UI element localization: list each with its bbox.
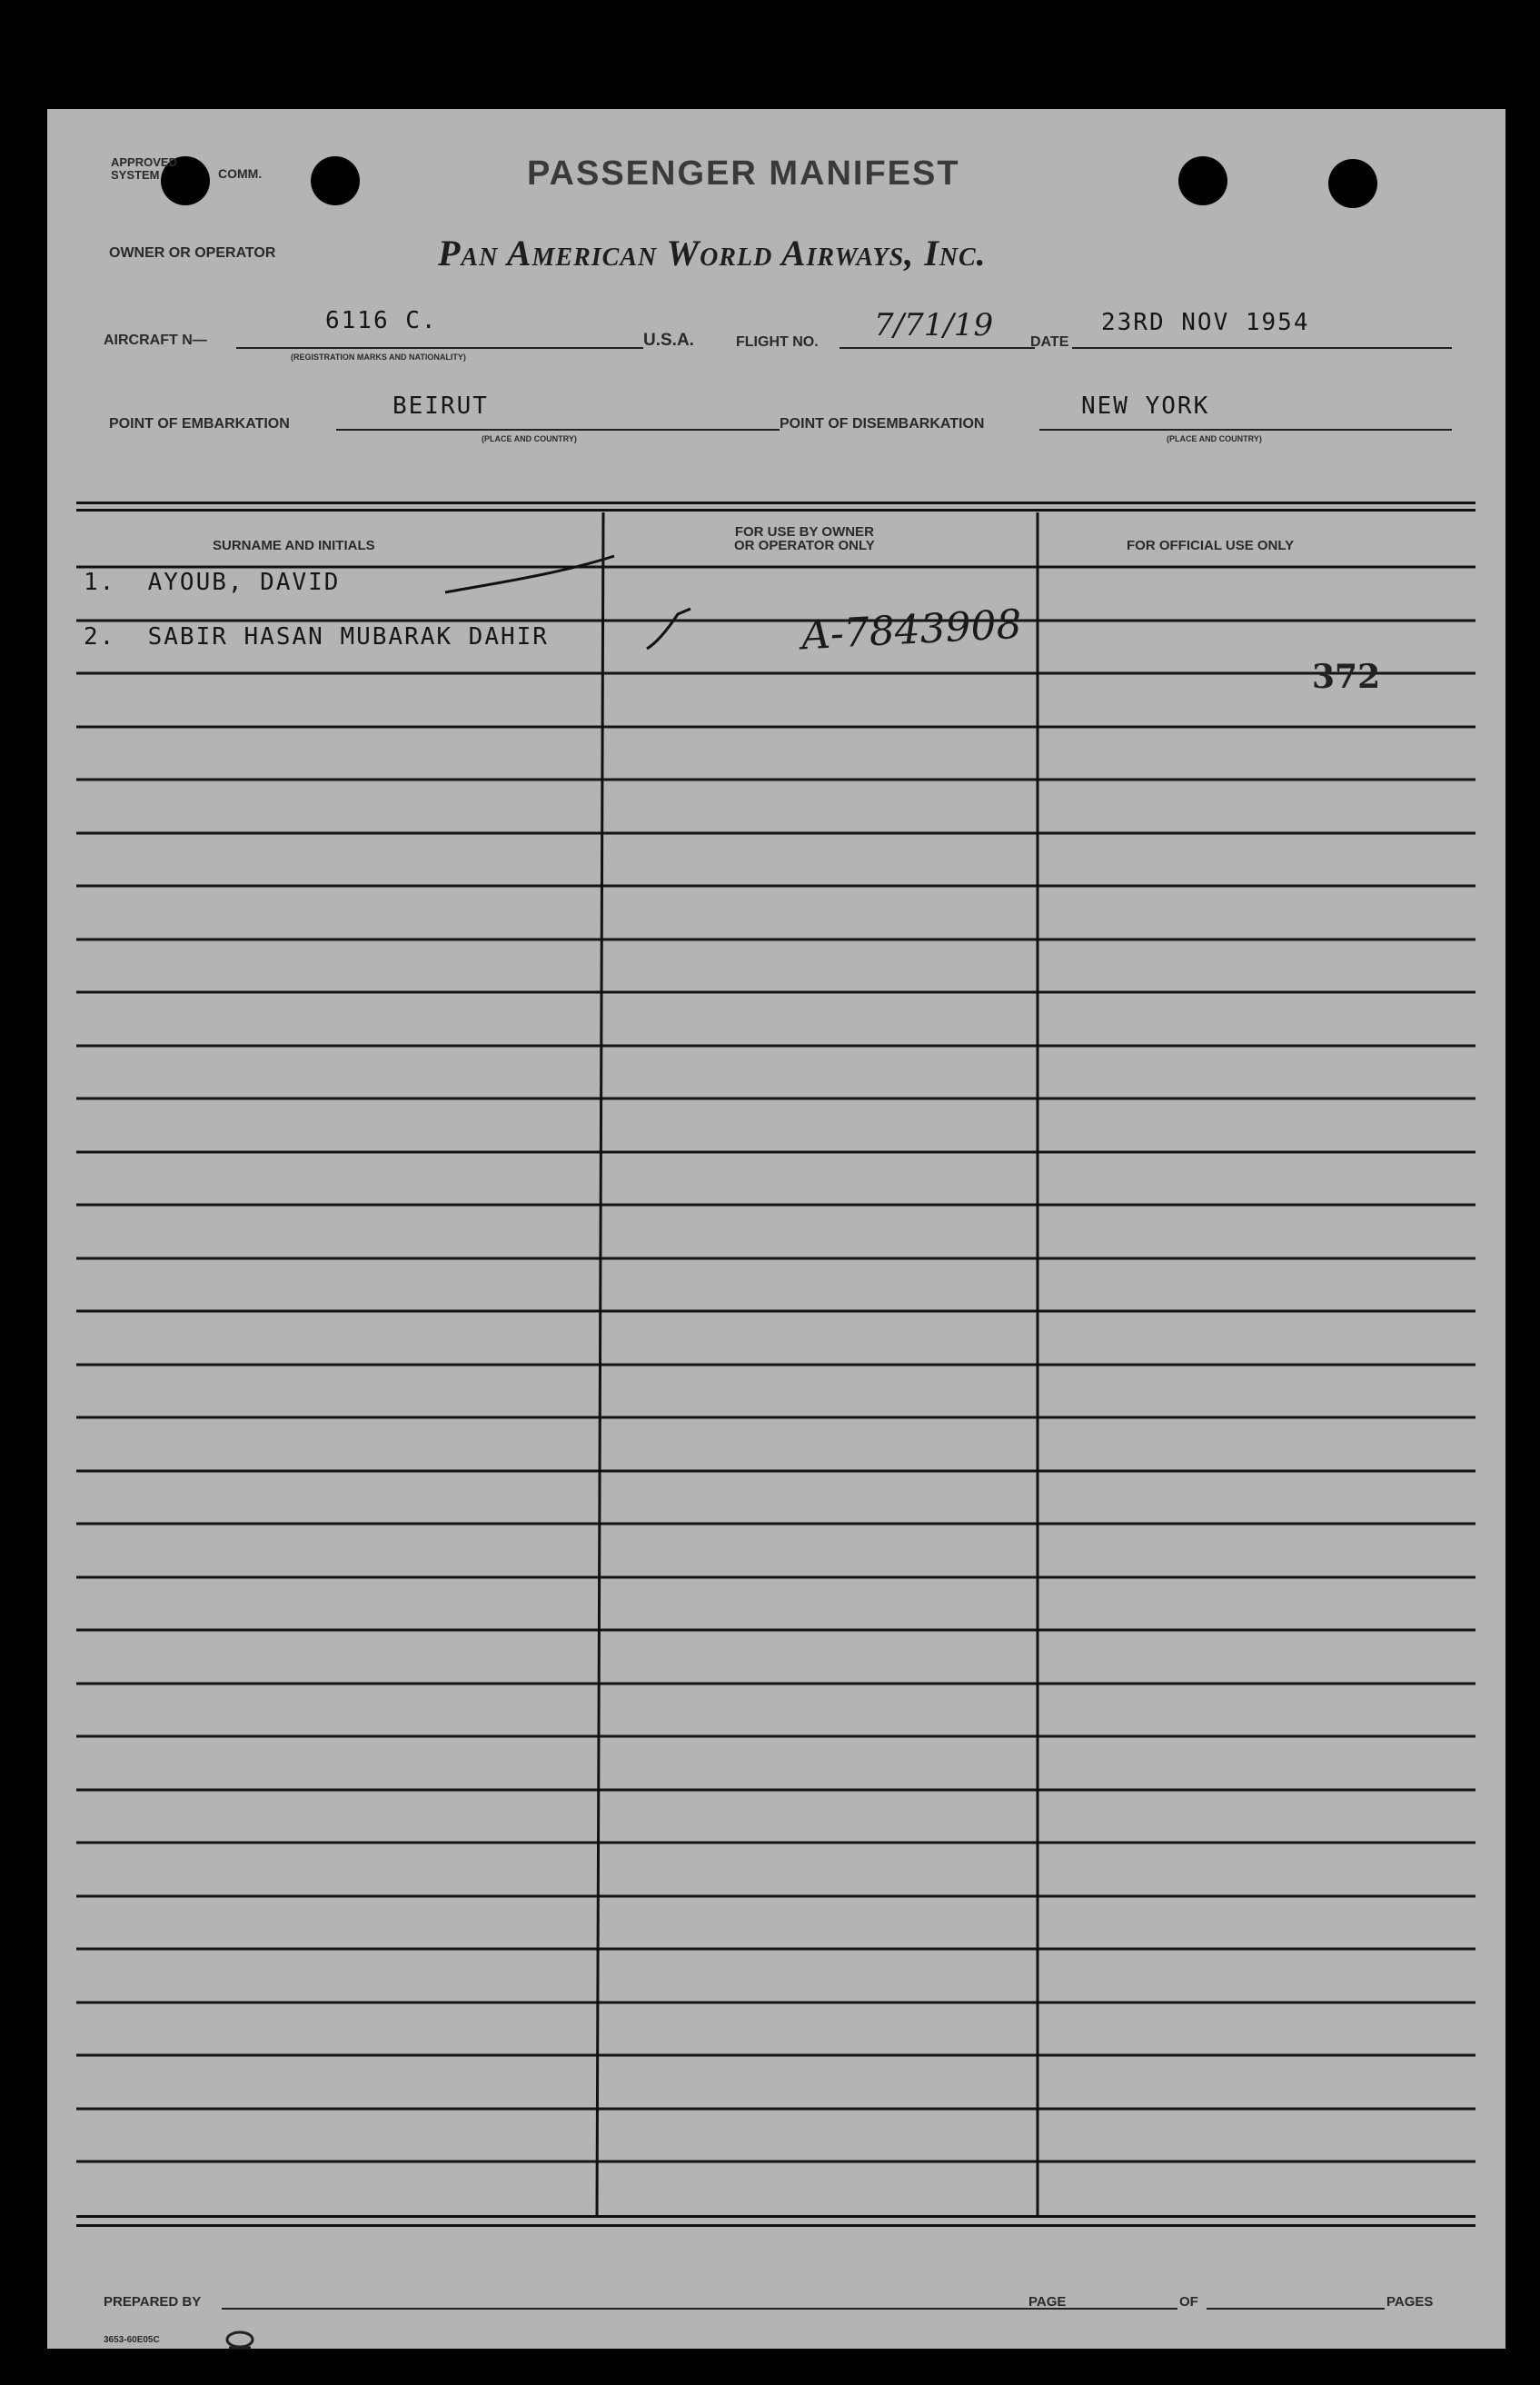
aircraft-value: 6116 C.: [325, 307, 438, 334]
table-grid: [76, 512, 1475, 2221]
table-top-rule: [76, 509, 1475, 512]
disembarkation-value: NEW YORK: [1081, 393, 1210, 420]
flight-value: 7/71/19: [874, 307, 994, 343]
column-header-official: FOR OFFICIAL USE ONLY: [1127, 538, 1295, 553]
form-number: 3653-60E05C: [104, 2335, 160, 2345]
table-bottom-rule: [76, 2215, 1475, 2218]
pen-stroke-mark: [440, 547, 621, 601]
embarkation-value: BEIRUT: [392, 393, 489, 420]
official-number: 372: [1312, 658, 1381, 696]
table-row-name: 1. AYOUB, DAVID: [84, 569, 341, 596]
of-underline: [1207, 2308, 1385, 2310]
embarkation-label: POINT OF EMBARKATION: [109, 416, 290, 432]
table-top-rule: [76, 502, 1475, 504]
manifest-sheet: [47, 109, 1505, 2349]
punch-hole: [1178, 156, 1227, 205]
table-bottom-rule: [76, 2224, 1475, 2227]
flight-label: FLIGHT NO.: [736, 334, 819, 350]
punch-hole: [311, 156, 360, 205]
printer-mark-icon: [222, 2326, 258, 2353]
aircraft-underline: [236, 347, 643, 349]
column-header-operator: FOR USE BY OWNER OR OPERATOR ONLY: [734, 524, 875, 553]
disembarkation-label: POINT OF DISEMBARKATION: [780, 416, 985, 432]
table-row-name: 2. SABIR HASAN MUBARAK DAHIR: [84, 623, 549, 651]
pages-label: PAGES: [1386, 2294, 1434, 2310]
page-title: PASSENGER MANIFEST: [527, 154, 960, 193]
owner-value: Pan American World Airways, Inc.: [438, 233, 987, 273]
usa-label: U.S.A.: [643, 331, 694, 350]
of-label: OF: [1179, 2294, 1198, 2310]
approval-stamp: APPROVED SYSTEM: [111, 155, 177, 182]
date-underline: [1072, 347, 1452, 349]
embarkation-sublabel: (PLACE AND COUNTRY): [482, 434, 577, 443]
alien-registration-number: A-7843908: [800, 601, 1023, 660]
page-label: PAGE: [1028, 2294, 1067, 2310]
embarkation-underline: [336, 429, 780, 431]
prepared-by-underline: [222, 2308, 1076, 2310]
disembarkation-sublabel: (PLACE AND COUNTRY): [1167, 434, 1262, 443]
disembarkation-underline: [1039, 429, 1452, 431]
passenger-table: [76, 512, 1475, 2221]
flight-underline: [840, 347, 1035, 349]
prepared-by-label: PREPARED BY: [104, 2294, 202, 2310]
punch-hole: [1328, 159, 1377, 208]
approval-comm: COMM.: [218, 166, 263, 181]
check-mark: [640, 603, 703, 658]
date-label: DATE: [1030, 334, 1069, 350]
aircraft-label: AIRCRAFT N—: [104, 333, 207, 348]
owner-label: OWNER OR OPERATOR: [109, 245, 276, 261]
page-underline: [1076, 2308, 1177, 2310]
aircraft-sublabel: (REGISTRATION MARKS AND NATIONALITY): [291, 353, 466, 362]
date-value: 23RD NOV 1954: [1101, 309, 1310, 336]
column-header-surname: SURNAME AND INITIALS: [213, 538, 375, 553]
